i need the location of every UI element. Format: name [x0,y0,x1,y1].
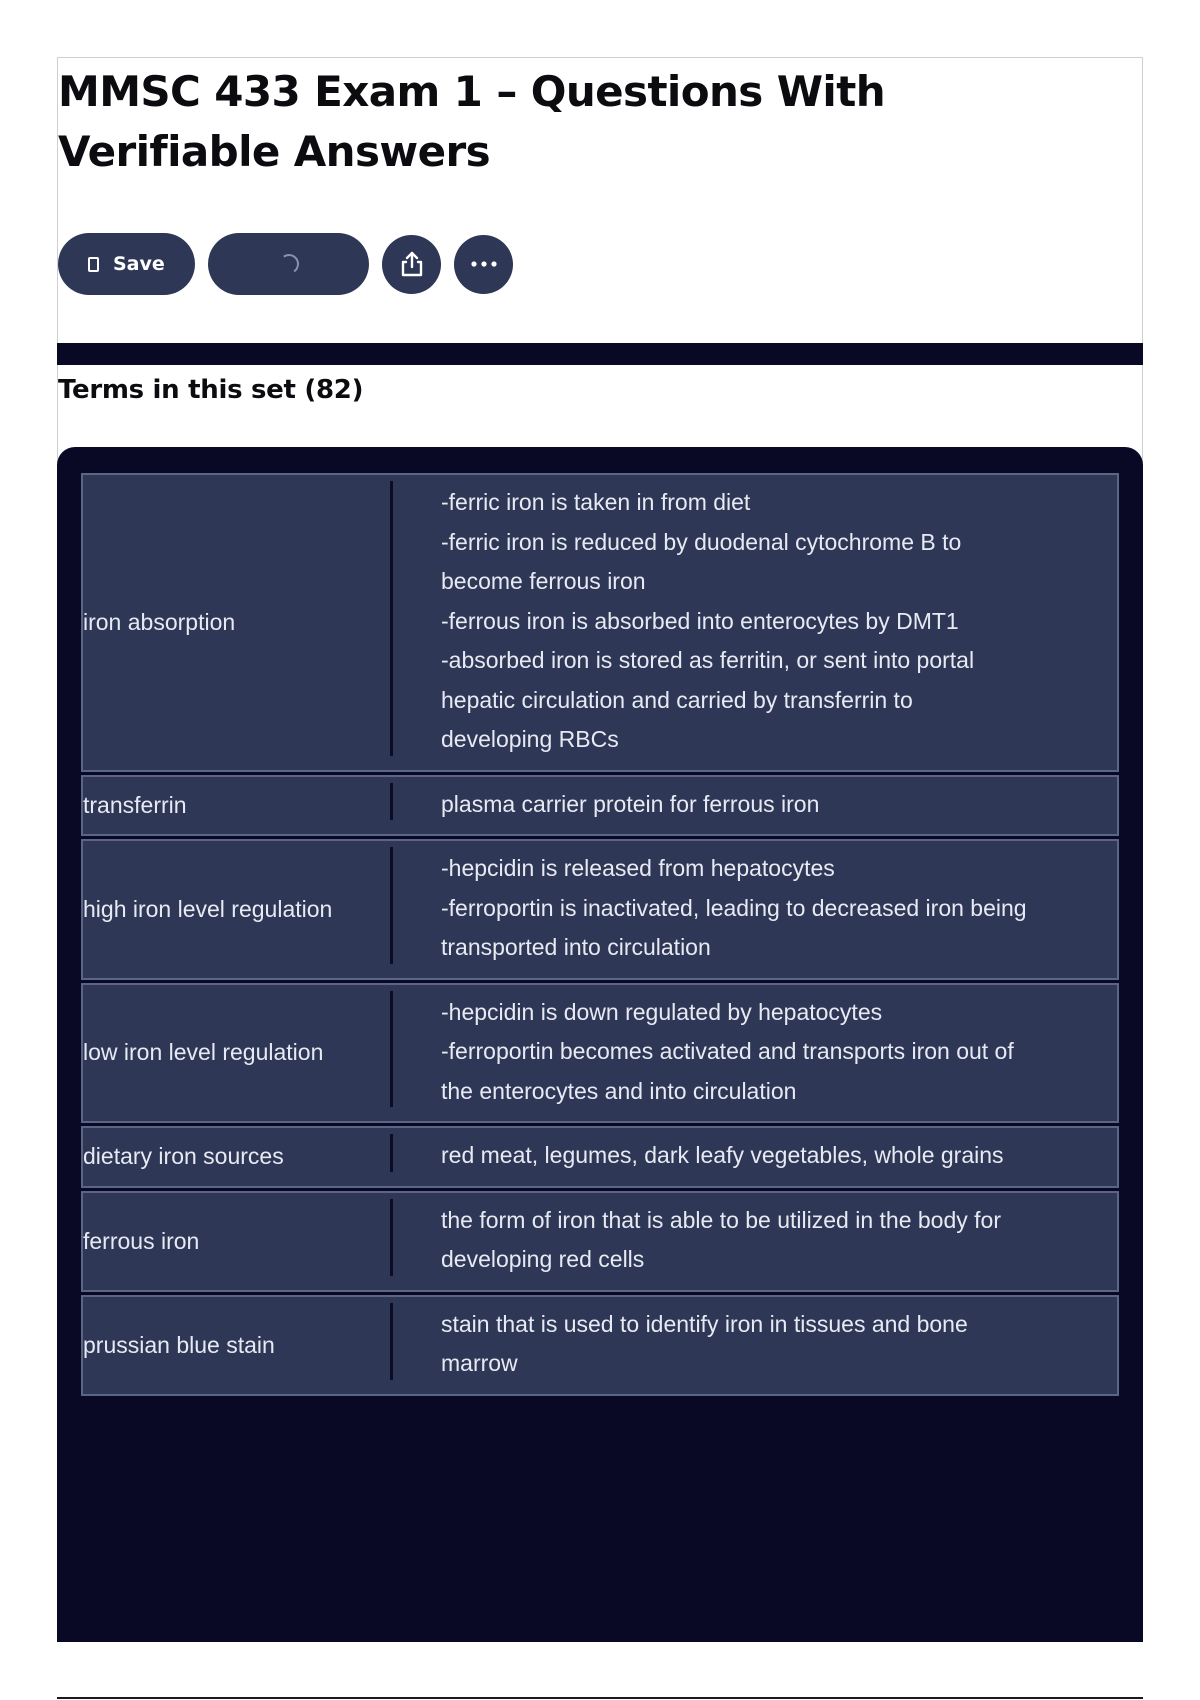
definition-text [393,777,1117,835]
terms-panel [57,447,1143,1642]
save-button-label: Save [113,253,165,275]
definition-line: -ferroportin becomes activated and transports iron out of the enterocytes and into circulation [441,1038,1014,1104]
term-text: transferrin [83,777,393,835]
section-divider [57,343,1143,365]
term-text: low iron level regulation [83,985,393,1122]
definition-line: -absorbed iron is stored as ferritin, or sent into portal hepatic circulation and carried by transferrin to developing RBCs [441,647,975,752]
share-button[interactable] [382,235,441,294]
definition-line: -hepcidin is down regulated by hepatocytes [441,998,883,1025]
definition-text [393,1193,1117,1290]
term-row[interactable] [81,1295,1119,1396]
loading-button[interactable] [208,233,369,295]
page-title: MMSC 433 Exam 1 – Questions With Verifiable Answers [58,67,885,176]
term-row[interactable] [81,775,1119,837]
bottom-divider [57,1697,1143,1699]
share-icon [399,250,425,278]
definition-line: stain that is used to identify iron in tissues and bone marrow [441,1310,968,1376]
definition-text [393,1128,1117,1186]
term-text: dietary iron sources [83,1128,393,1186]
definition-text [393,475,1117,770]
spinner-icon [277,252,300,275]
definition-line: plasma carrier protein for ferrous iron [441,790,820,817]
more-options-button[interactable] [454,235,513,294]
definition-line: -ferric iron is taken in from diet [441,489,751,515]
term-text: ferrous iron [83,1193,393,1290]
definition-text [393,985,1117,1122]
save-button[interactable] [58,233,195,295]
term-row[interactable] [81,839,1119,980]
definition-line: the form of iron that is able to be utilized in the body for developing red cells [441,1206,1001,1272]
term-text: iron absorption [83,475,393,770]
definition-text [393,1297,1117,1394]
terms-count-heading: Terms in this set (82) [58,375,364,405]
bookmark-icon [88,257,99,272]
toolbar [58,233,526,295]
definition-text [393,841,1117,978]
definition-line: -ferric iron is reduced by duodenal cytochrome B to become ferrous iron [441,528,962,594]
more-horizontal-icon [470,260,498,268]
term-row[interactable] [81,1126,1119,1188]
definition-line: -hepcidin is released from hepatocytes [441,855,835,881]
term-text: prussian blue stain [83,1297,393,1394]
terms-list [81,473,1119,1399]
definition-line: -ferroportin is inactivated, leading to decreased iron being transported into circulation [441,894,1027,960]
term-row[interactable] [81,1191,1119,1292]
definition-line: red meat, legumes, dark leafy vegetables, whole grains [441,1142,1004,1168]
term-text: high iron level regulation [83,841,393,978]
term-row[interactable] [81,473,1119,772]
definition-line: -ferrous iron is absorbed into enterocytes by DMT1 [441,607,959,634]
term-row[interactable] [81,983,1119,1124]
